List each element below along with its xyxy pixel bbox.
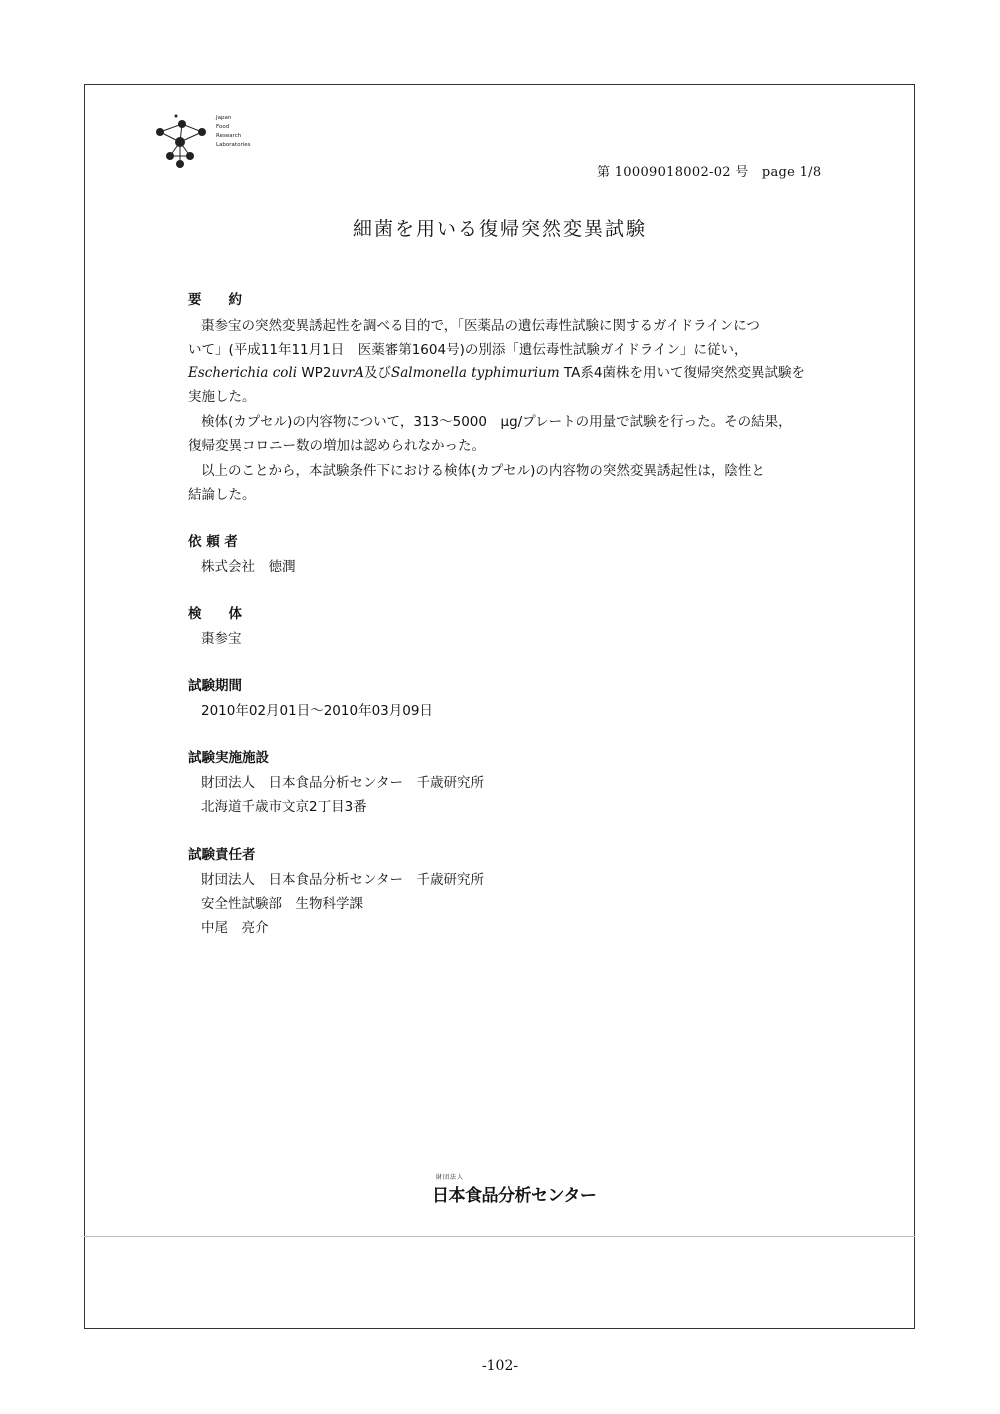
organization-logo bbox=[150, 112, 260, 172]
period-heading: 試験期間 bbox=[188, 678, 242, 694]
summary-line: いて」(平成11年11月1日 医薬審第1604号)の別添「遺伝毒性試験ガイドライン」に従い， bbox=[188, 342, 748, 358]
responsible-person: 中尾 亮介 bbox=[201, 920, 269, 936]
footer-organization bbox=[432, 1172, 596, 1206]
summary-line: 棗参宝の突然変異誘起性を調べる目的で，「医薬品の遺伝毒性試験に関するガイドラインにつ bbox=[201, 318, 760, 334]
species-salmonella: Salmonella typhimurium bbox=[390, 365, 560, 381]
facility-heading: 試験実施施設 bbox=[188, 750, 269, 766]
logo-line: Laboratories bbox=[216, 142, 251, 148]
responsible-line: 財団法人 日本食品分析センター 千歳研究所 bbox=[201, 872, 484, 888]
conjunction-text: 及び bbox=[363, 365, 391, 381]
facility-line: 財団法人 日本食品分析センター 千歳研究所 bbox=[201, 775, 484, 791]
responsible-heading: 試験責任者 bbox=[188, 847, 256, 863]
page-number: -102- bbox=[481, 1358, 519, 1374]
strain-method-text: TA系4菌株を用いて復帰突然変異試験を bbox=[559, 365, 805, 381]
sample-heading: 検 体 bbox=[188, 606, 242, 622]
strain-text: WP2 bbox=[297, 365, 332, 381]
strain-uvra: uvrA bbox=[331, 365, 364, 381]
logo-line: Research bbox=[216, 133, 242, 139]
period-value: 2010年02月01日～2010年03月09日 bbox=[201, 703, 433, 719]
client-heading: 依 頼 者 bbox=[188, 534, 238, 550]
summary-line: 復帰変異コロニー数の増加は認められなかった。 bbox=[188, 438, 485, 454]
footer-org-name: 日本食品分析センター bbox=[432, 1186, 597, 1206]
sample-name: 棗参宝 bbox=[201, 631, 242, 647]
summary-line: 以上のことから，本試験条件下における検体(カプセル)の内容物の突然変異誘起性は，陰性と bbox=[201, 463, 765, 479]
document-number: 第 10009018002-02 号 page 1/8 bbox=[597, 165, 822, 180]
logo-line: Japan bbox=[216, 115, 232, 121]
logo-text bbox=[216, 114, 250, 150]
footer-org-type: 財団法人 bbox=[436, 1174, 465, 1181]
summary-heading: 要 約 bbox=[188, 292, 242, 308]
summary-line: 実施した。 bbox=[188, 389, 256, 405]
summary-line: 検体(カプセル)の内容物について，313～5000 μg/プレートの用量で試験を行った。その結果， bbox=[201, 414, 792, 430]
species-ecoli: Escherichia coli bbox=[188, 365, 298, 381]
responsible-line: 安全性試験部 生物科学課 bbox=[201, 896, 363, 912]
document-title: 細菌を用いる復帰突然変異試験 bbox=[352, 218, 647, 240]
summary-line: 結論した。 bbox=[188, 487, 256, 503]
footer-divider bbox=[84, 1236, 915, 1237]
network-logo-icon bbox=[150, 112, 214, 170]
logo-line: Food bbox=[216, 124, 230, 130]
summary-line-species bbox=[188, 361, 805, 381]
facility-address: 北海道千歳市文京2丁目3番 bbox=[201, 799, 367, 815]
client-name: 株式会社 徳潤 bbox=[201, 559, 296, 575]
